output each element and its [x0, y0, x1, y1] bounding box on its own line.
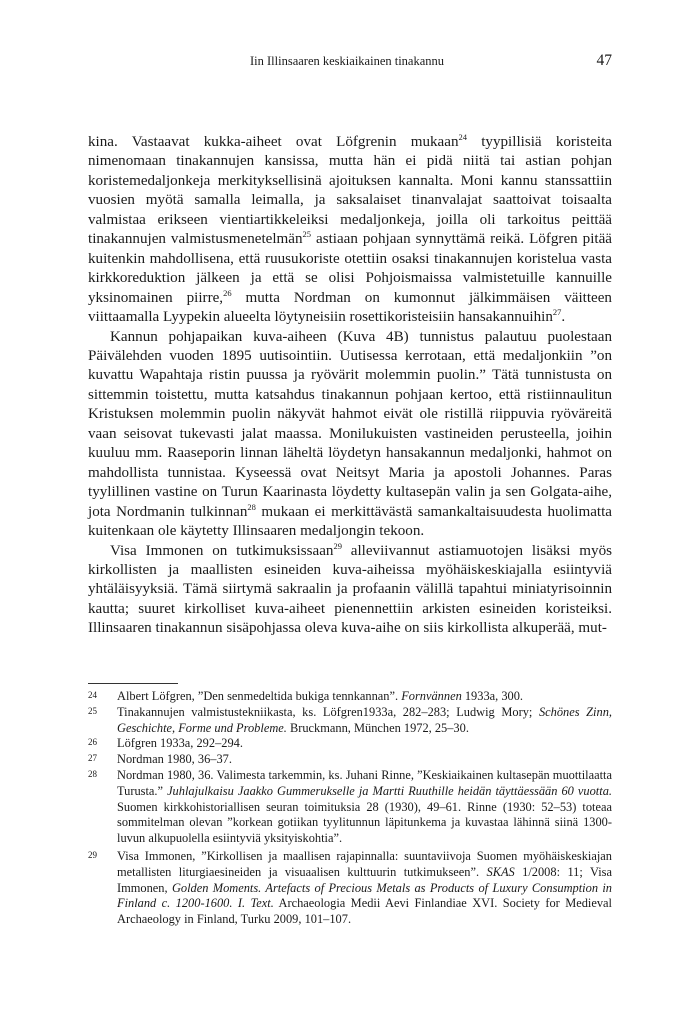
footnote-number: 24	[88, 690, 97, 700]
footnote-title: Juhlajulkaisu Jaakko Gummerukselle ja Martti Ruuthille heidän täyttäessään 60 vuotta.	[167, 783, 612, 798]
footnote-number: 29	[88, 849, 97, 860]
paragraph-text: .	[561, 309, 566, 326]
footnote-title: Golden Moments. Artefacts of Precious Metals as Products of Luxury Consumption in Finland c. 1200-1600. I. Text.	[117, 880, 612, 911]
footnote-25	[88, 705, 612, 737]
running-title: Iin Illinsaaren keskiaikainen tinakannu	[250, 54, 445, 68]
footnote-text: Tinakannujen valmistustekniikasta, ks. Löfgren1933a, 282–283; Ludwig Mory;	[117, 704, 539, 719]
paragraph-text: mutta Nordman on kumonnut jälkimmäisen väitteen viittaamalla Lyypekin alueelta löytyneisiin rosettikoristeisiin hansakannuihin	[88, 289, 612, 326]
footnote-29	[88, 849, 612, 928]
footnote-text: Nordman 1980, 36–37.	[117, 752, 232, 767]
paragraph-1	[88, 133, 612, 328]
footnote-separator	[88, 683, 178, 684]
footnote-text: Suomen kirkkohistoriallisen seuran toimituksia 28 (1930), 49–61. Rinne (1930: 52–53) toteaa sommitelman olevan ”korkean gotiikan tyylitunnun läpitunkema ja kuvastaa lähinnä siinä 1300-luvun alkupuolella esiintyviä yksityiskohtia”.	[117, 799, 612, 846]
footnote-text: Löfgren 1933a, 292–294.	[117, 736, 243, 751]
paragraph-2	[88, 328, 612, 542]
footnote-title: Fornvännen	[401, 689, 462, 703]
paragraph-text: alleviivannut astiamuotojen lisäksi myös kirkollisten ja maallisten esineiden kuva-aiheissa myöhäiskeskiajalla esiintyviä yhtäläisyyksiä. Tämä siirtymä sakraalin ja profaanin välillä tapahtui miniatyrisoinnin kautta; suuret kirkolliset kuva-aiheet pienennettiin arkisten esineiden koristeiksi. Illinsaaren tinakannun sisäpohjassa oleva kuva-aihe on siis kirkollista alkuperää, mut-	[88, 542, 612, 637]
page-number: 47	[596, 52, 612, 69]
footnote-text: Visa Immonen, ”Kirkollisen ja maallisen rajapinnalla: suuntaviivoja Suomen myöhäiskeskiajan metallisten liturgiaesineiden ja visuaalisen kulttuurin tutkimukseen”.	[117, 848, 612, 879]
footnote-text: Bruckmann, München 1972, 25–30.	[286, 720, 469, 735]
footnote-text: 1933a, 300.	[461, 689, 524, 703]
footnote-number: 27	[88, 753, 97, 764]
paragraph-text: Visa Immonen on tutkimuksissaan	[110, 542, 334, 559]
footnote-ref-24[interactable]: 24	[458, 132, 467, 142]
paragraph-text: mukaan ei merkittävästä samankaltaisuudesta huolimatta kuitenkaan ole käytetty Illinsaaren medaljongin tekoon.	[88, 503, 612, 540]
footnotes	[88, 689, 612, 928]
footnote-number: 28	[88, 768, 97, 779]
footnote-27	[88, 752, 612, 768]
body-text	[88, 133, 612, 639]
paragraph-text: astiaan pohjaan synnyttämä reikä. Löfgren pitää kuitenkin mahdollisena, että ruusukoriste otettiin osaksi tinakannujen koristelua vasta kirkkoreduktion jälkeen ja että se olisi Pohjoismaissa valmistetuille kannuille yksinomainen piirre,	[88, 231, 612, 306]
footnote-24	[88, 689, 612, 705]
footnote-text: Albert Löfgren, ”Den senmedeltida bukiga tennkannan”.	[117, 689, 402, 703]
footnote-text: 1/2008: 11; Visa Immonen,	[117, 864, 612, 895]
footnote-number: 25	[88, 705, 97, 716]
footnote-text: Nordman 1980, 36. Valimesta tarkemmin, ks. Juhani Rinne, ”Keskiaikainen kultasepän muottilaatta Turusta.”	[117, 767, 612, 798]
footnote-text: Archaeologia Medii Aevi Finlandiae XVI. Society for Medieval Archaeology in Finland, Turku 2009, 101–107.	[117, 896, 612, 927]
paragraph-text: kina. Vastaavat kukka-aiheet ovat Löfgrenin mukaan	[88, 134, 459, 150]
footnote-title: Schönes Zinn, Geschichte, Forme und Probleme.	[117, 704, 612, 735]
footnote-ref-26[interactable]: 26	[223, 287, 232, 298]
footnote-ref-28[interactable]: 28	[247, 501, 256, 512]
footnote-title: SKAS	[486, 864, 515, 879]
footnote-ref-27[interactable]: 27	[552, 307, 562, 318]
footnote-28	[88, 768, 612, 847]
paragraph-3	[88, 542, 612, 639]
footnote-ref-25[interactable]: 25	[302, 229, 312, 240]
paragraph-text: Kannun pohjapaikan kuva-aiheen (Kuva 4B) tunnistus palautuu puolestaan Päivälehden vuoden 1895 uutisointiin. Uutisessa kerrotaan, että medaljonkiin ”on kuvattu Wapahtaja ristin puussa ja ryövärit molemmin puolin.” Tätä tunnistusta on sittemmin toistettu, mutta katsahdus tinakannun pohjaan kertoo, että ristiinnaulitun Kristuksen molemmin puolin näkyvät hahmot eivät ole ristillä riippuvia ryöväreitä vaan seisovat tukevasti jalat maassa. Monilukuisten vastineiden perusteella, joihin kuuluu mm. Raaseporin linnan läheltä löydetyn hansakannun medaljonki, hahmot on mahdollista tunnistaa. Kyseessä ovat Neitsyt Maria ja apostoli Johannes. Paras tyylillinen vastine on Turun Kaarinasta löydetty kultasepän valin ja sen Golgata-aihe, jota Nordmanin tulkinnan	[88, 328, 612, 520]
footnote-number: 26	[88, 737, 97, 748]
footnote-ref-29[interactable]: 29	[333, 540, 342, 551]
footnote-26	[88, 736, 612, 752]
page-header	[88, 54, 612, 74]
paragraph-text: tyypillisiä koristeita nimenomaan tinakannujen kansissa, mutta hän ei pidä niitä tai astian pohjan koristemedaljonkeja merkityksellisinä ajoituksen kannalta. Moni kannu stanssattiin vuosien myötä samalla leimalla, ja saksalaiset tinanvalajat saattoivat toisaalta valmistaa erikseen vientiartikkeleiksi medaljonkeja, joilla oli tarkoitus peittää tinakannujen valmistusmenetelmän	[88, 134, 612, 248]
